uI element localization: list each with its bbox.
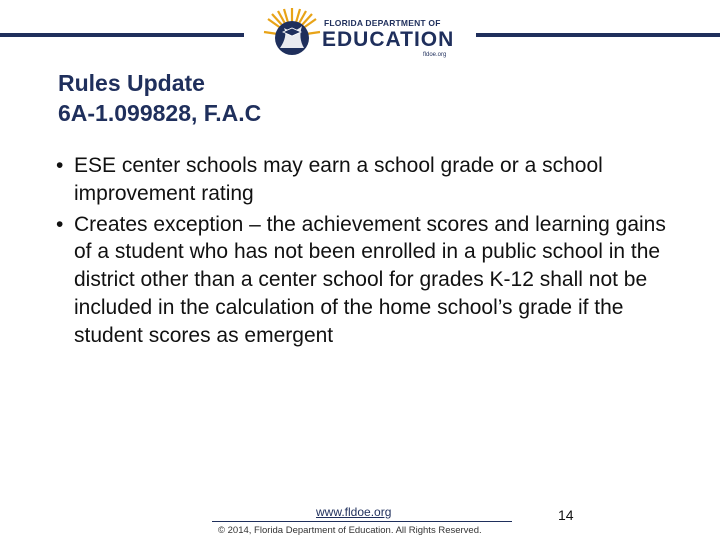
header-rule-right xyxy=(476,33,720,37)
page-number: 14 xyxy=(558,507,574,523)
bullet-text: ESE center schools may earn a school grade or a school improvement rating xyxy=(74,154,603,205)
bullet-icon: • xyxy=(56,212,64,236)
slide-title xyxy=(58,68,261,128)
title-line-1: Rules Update xyxy=(58,70,205,96)
logo-line-2: EDUCATION xyxy=(322,28,455,51)
header-rule-left xyxy=(0,33,244,37)
bullet-list xyxy=(56,152,676,353)
logo-site: fldoe.org xyxy=(423,52,447,58)
bullet-item xyxy=(56,211,676,350)
bullet-icon: • xyxy=(56,154,64,177)
sunburst-icon xyxy=(262,6,322,62)
footer-copyright: © 2014, Florida Department of Education. All Rights Reserved. xyxy=(218,525,482,536)
bullet-item xyxy=(56,152,676,208)
footer-divider xyxy=(212,521,512,522)
title-line-2: 6A-1.099828, F.A.C xyxy=(58,100,262,126)
logo-line-1: FLORIDA DEPARTMENT OF xyxy=(324,18,441,28)
bullet-text: Creates exception – the achievement scores and learning gains of a student who has not been enrolled in a public school in the district other than a center school for grades K-12 shall not be included in the calculation of the home school’s grade if the student scores as emergent xyxy=(74,212,666,347)
fldoe-logo[interactable] xyxy=(262,6,462,62)
footer-link[interactable]: www.fldoe.org xyxy=(316,505,392,519)
